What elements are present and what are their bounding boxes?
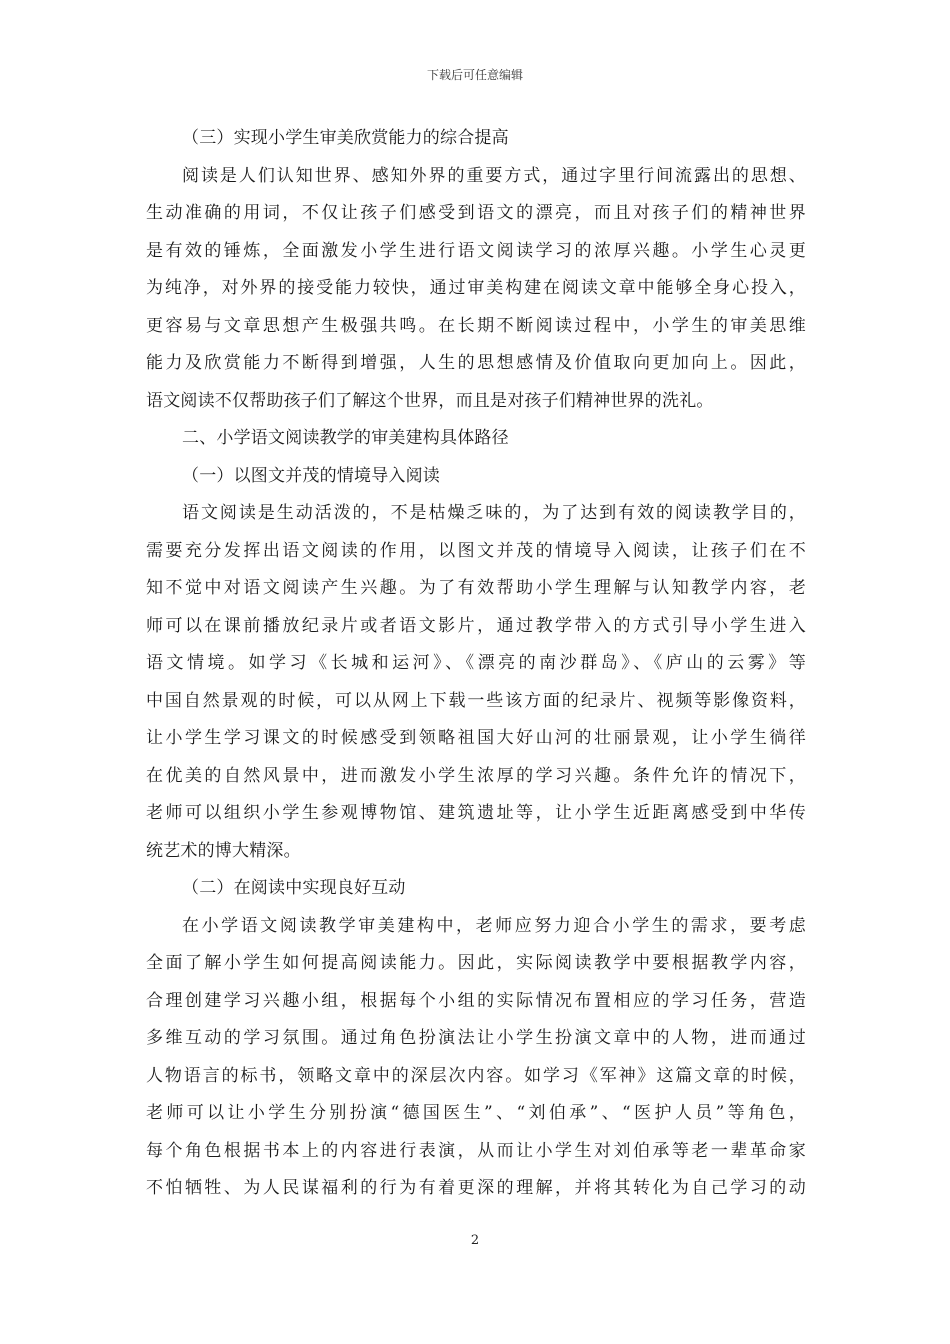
paragraph-line: 老师可以让小学生分别扮演“德国医生”、“刘伯承”、“医护人员”等角色， [146,1103,806,1123]
paragraph-line: 统艺术的博大精深。 [146,840,301,861]
section-heading: （三）实现小学生审美欣赏能力的综合提高 [182,128,509,148]
paragraph-line: 需要充分发挥出语文阅读的作用，以图文并茂的情境导入阅读，让孩子们在不 [146,540,806,561]
paragraph-line: 在优美的自然风景中，进而激发小学生浓厚的学习兴趣。条件允许的情况下， [146,765,806,786]
page-header: 下载后可任意编辑 [426,68,523,82]
paragraph-line: 全面了解小学生如何提高阅读能力。因此，实际阅读教学中要根据教学内容， [146,953,806,973]
paragraph-line: 更容易与文章思想产生极强共鸣。在长期不断阅读过程中，小学生的审美思维 [146,315,806,336]
paragraph-line: 多维互动的学习氛围。通过角色扮演法让小学生扮演文章中的人物，进而通过 [146,1028,806,1048]
paragraph-line: 语文阅读是生动活泼的，不是枯燥乏味的，为了达到有效的阅读教学目的， [182,503,806,523]
paragraph-line: 师可以在课前播放纪录片或者语文影片，通过教学带入的方式引导小学生进入 [146,615,806,636]
paragraph-line: 让小学生学习课文的时候感受到领略祖国大好山河的壮丽景观，让小学生徜徉 [146,728,806,748]
paragraph-line: 知不觉中对语文阅读产生兴趣。为了有效帮助小学生理解与认知教学内容，老 [146,578,806,598]
paragraph-line: 老师可以组织小学生参观博物馆、建筑遗址等，让小学生近距离感受到中华传 [146,803,806,823]
paragraph-line: 为纯净，对外界的接受能力较快，通过审美构建在阅读文章中能够全身心投入， [146,278,806,298]
section-heading: 二、小学语文阅读教学的审美建构具体路径 [182,428,509,448]
section-heading: （一）以图文并茂的情境导入阅读 [182,465,440,486]
paragraph-line: 语文情境。如学习《长城和运河》、《漂亮的南沙群岛》、《庐山的云雾》等 [146,653,806,673]
paragraph-line: 中国自然景观的时候，可以从网上下载一些该方面的纪录片、视频等影像资料， [146,690,806,711]
section-heading: （二）在阅读中实现良好互动 [182,878,406,898]
paragraph-line: 能力及欣赏能力不断得到增强，人生的思想感情及价值取向更加向上。因此， [146,353,806,373]
page-number: 2 [470,1233,480,1248]
paragraph-line: 阅读是人们认知世界、感知外界的重要方式，通过字里行间流露出的思想、 [182,165,806,186]
paragraph-line: 是有效的锤炼，全面激发小学生进行语文阅读学习的浓厚兴趣。小学生心灵更 [146,240,806,261]
paragraph-line: 语文阅读不仅帮助孩子们了解这个世界，而且是对孩子们精神世界的洗礼。 [146,390,714,411]
paragraph-line: 合理创建学习兴趣小组，根据每个小组的实际情况布置相应的学习任务，营造 [146,990,806,1011]
paragraph-line: 不怕牺牲、为人民谋福利的行为有着更深的理解，并将其转化为自己学习的动 [146,1178,806,1198]
paragraph-line: 生动准确的用词，不仅让孩子们感受到语文的漂亮，而且对孩子们的精神世界 [146,203,806,223]
document-body [146,120,806,1208]
paragraph-line: 人物语言的标书，领略文章中的深层次内容。如学习《军神》这篇文章的时候， [146,1065,806,1086]
paragraph-line: 每个角色根据书本上的内容进行表演，从而让小学生对刘伯承等老一辈革命家 [146,1140,806,1161]
paragraph-line: 在小学语文阅读教学审美建构中，老师应努力迎合小学生的需求，要考虑 [182,915,806,936]
